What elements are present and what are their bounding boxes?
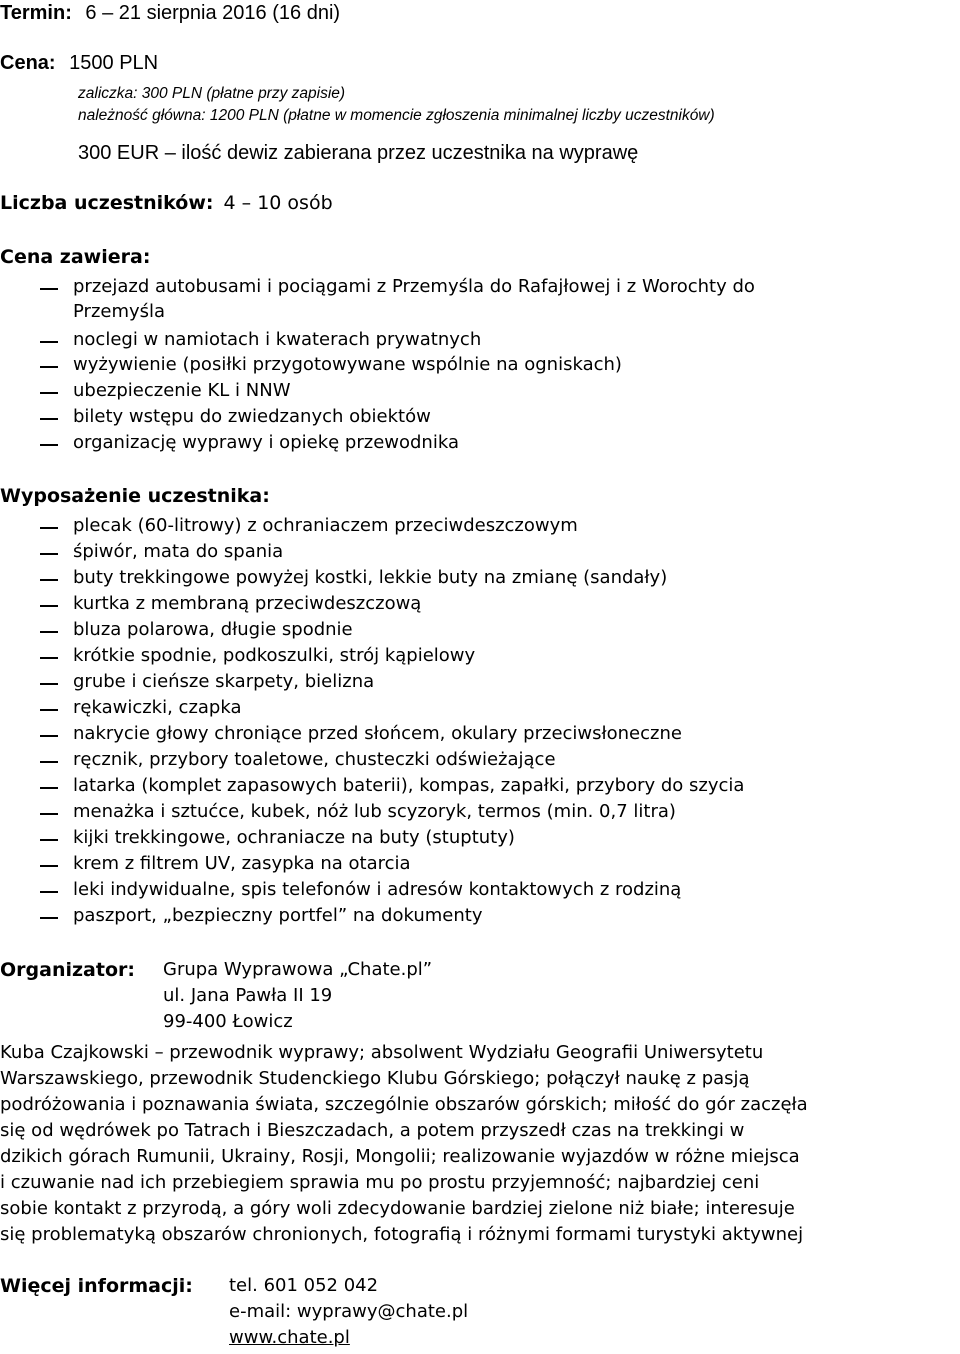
organizator-city: 99-400 Łowicz [163,1011,293,1032]
wiecej-label: Więcej informacji: [0,1275,193,1297]
list-bullet [40,631,58,633]
list-item: grube i cieńsze skarpety, bielizna [73,671,375,692]
list-item: leki indywidualne, spis telefonów i adresów kontaktowych z rodziną [73,879,682,900]
list-item: przejazd autobusami i pociągami z Przemyśla do Rafajłowej i z Worochty do [73,276,755,297]
termin-label: Termin: [0,2,72,24]
list-bullet [40,444,58,446]
wyposazenie-heading: Wyposażenie uczestnika: [0,485,270,507]
bio-line: dzikich górach Rumunii, Ukrainy, Rosji, Mongolii; realizowanie wyjazdów w różne miejsca [0,1146,800,1167]
organizator-street: ul. Jana Pawła II 19 [163,985,333,1006]
cena-zawiera-heading: Cena zawiera: [0,246,151,268]
list-bullet [40,917,58,919]
liczba-value: 4 – 10 osób [223,192,333,214]
list-bullet [40,709,58,711]
list-bullet [40,392,58,394]
bio-line: i czuwanie nad ich przebiegiem sprawia mu po prostu przyjemność; najbardziej ceni [0,1172,760,1193]
termin-value: 6 – 21 sierpnia 2016 (16 dni) [85,2,341,24]
list-item: paszport, „bezpieczny portfel” na dokumenty [73,905,483,926]
list-item: nakrycie głowy chroniące przed słońcem, okulary przeciwsłoneczne [73,723,682,744]
list-item: menażka i sztućce, kubek, nóż lub scyzoryk, termos (min. 0,7 litra) [73,801,676,822]
list-bullet [40,553,58,555]
list-bullet [40,683,58,685]
list-item: bluza polarowa, długie spodnie [73,619,353,640]
list-bullet [40,418,58,420]
list-bullet [40,657,58,659]
list-item: śpiwór, mata do spania [73,541,284,562]
list-item: ręcznik, przybory toaletowe, chusteczki odświeżające [73,749,556,770]
list-item: organizację wyprawy i opiekę przewodnika [73,432,459,453]
list-item: kijki trekkingowe, ochraniacze na buty (stuptuty) [73,827,515,848]
cena-eur: 300 EUR – ilość dewiz zabierana przez uczestnika na wyprawę [78,142,639,164]
liczba-line [0,191,333,215]
cena-label: Cena: [0,52,56,74]
list-item: wyżywienie (posiłki przygotowywane wspólnie na ogniskach) [73,354,622,375]
website-link[interactable]: www.chate.pl [229,1327,350,1348]
cena-value: 1500 PLN [69,52,159,74]
list-item: plecak (60-litrowy) z ochraniaczem przeciwdeszczowym [73,515,578,536]
list-bullet [40,579,58,581]
list-item: latarka (komplet zapasowych baterii), kompas, zapałki, przybory do szycia [73,775,745,796]
list-bullet [40,288,58,290]
bio-line: Warszawskiego, przewodnik Studenckiego Klubu Górskiego; połączył naukę z pasją [0,1068,750,1089]
list-bullet [40,787,58,789]
bio-line: Kuba Czajkowski – przewodnik wyprawy; absolwent Wydziału Geografii Uniwersytetu [0,1042,764,1063]
list-bullet [40,605,58,607]
list-bullet [40,366,58,368]
list-bullet [40,527,58,529]
list-item: krem z filtrem UV, zasypka na otarcia [73,853,411,874]
bio-line: się od wędrówek po Tatrach i Bieszczadach, a potem przyszedł czas na trekkingi w [0,1120,745,1141]
bio-line: sobie kontakt z przyrodą, a góry woli zdecydowanie bardziej zielone niż białe; interesuje [0,1198,795,1219]
list-item: krótkie spodnie, podkoszulki, strój kąpielowy [73,645,476,666]
list-bullet [40,891,58,893]
list-item: buty trekkingowe powyżej kostki, lekkie buty na zmianę (sandały) [73,567,668,588]
list-bullet [40,813,58,815]
list-item: rękawiczki, czapka [73,697,242,718]
termin-line [0,1,340,25]
contact-phone: tel. 601 052 042 [229,1275,379,1296]
cena-zaliczka: zaliczka: 300 PLN (płatne przy zapisie) [78,85,346,102]
bio-line: podróżowania i poznawania świata, szczególnie obszarów górskich; miłość do gór zaczęła [0,1094,808,1115]
list-item: bilety wstępu do zwiedzanych obiektów [73,406,431,427]
list-item-continuation: Przemyśla [73,301,166,322]
organizator-name: Grupa Wyprawowa „Chate.pl” [163,959,433,980]
list-bullet [40,341,58,343]
list-item: ubezpieczenie KL i NNW [73,380,291,401]
cena-line [0,51,158,75]
cena-naleznosc: należność główna: 1200 PLN (płatne w momencie zgłoszenia minimalnej liczby uczestników) [78,107,715,124]
bio-line: się problematyką obszarów chronionych, fotografią i różnymi formami turystyki aktywnej [0,1224,804,1245]
list-bullet [40,761,58,763]
liczba-label: Liczba uczestników: [0,192,214,214]
list-item: kurtka z membraną przeciwdeszczową [73,593,422,614]
list-bullet [40,839,58,841]
list-item: noclegi w namiotach i kwaterach prywatnych [73,329,482,350]
contact-email[interactable]: e-mail: wyprawy@chate.pl [229,1301,469,1322]
list-bullet [40,865,58,867]
organizator-label: Organizator: [0,959,135,981]
list-bullet [40,735,58,737]
